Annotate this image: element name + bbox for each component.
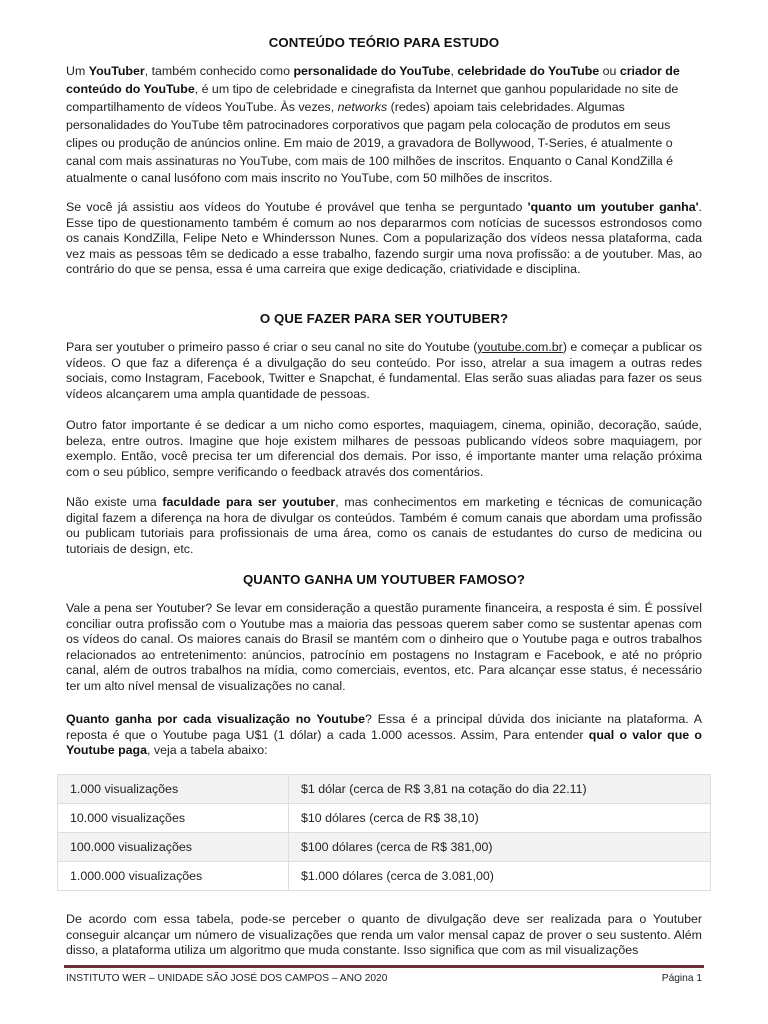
value-cell: $10 dólares (cerca de R$ 38,10) xyxy=(289,804,711,833)
worth-paragraph: Vale a pena ser Youtuber? Se levar em consideração a questão puramente financeira, a resposta é sim. É possível conciliar outra profissão com o Youtube mas a maioria das pessoas querem saber como se sustentar apenas com os vídeos do canal. Os maiores canais do Brasil se mantém com o dinheiro que o Youtube paga e outros trabalhos relacionados ao entretenimento: anúncios, patrocínio em postagens no Instagram e Facebook, e até no próprio canal, além de outros trabalhos na mídia, como comerciais, eventos, etc. Para alcançar esse status, é necessário ter um alto nível mensal de visualizações no canal. xyxy=(66,601,702,693)
footer-institution: INSTITUTO WER – UNIDADE SÃO JOSÉ DOS CAMPOS – ANO 2020 xyxy=(66,973,388,984)
table-row xyxy=(58,804,711,833)
per-view-paragraph: Quanto ganha por cada visualização no Youtube? Essa é a principal dúvida dos iniciante na plataforma. A reposta é que o Youtube paga U$1 (1 dólar) a cada 1.000 acessos. Assim, Para entender qual o valor que o Youtube paga, veja a tabela abaixo: xyxy=(66,712,703,758)
table-row xyxy=(58,775,711,804)
views-cell: 100.000 visualizações xyxy=(58,833,289,862)
views-cell: 1.000.000 visualizações xyxy=(58,862,289,891)
channel-paragraph: Para ser youtuber o primeiro passo é criar o seu canal no site do Youtube (youtube.com.br) e começar a publicar os vídeos. O que faz a diferença é a divulgação do seu conteúdo. Por isso, atrelar a sua imagem a outras redes sociais, como Instagram, Facebook, Twitter e Snapchat, é fundamental. Elas serão suas aliadas para fazer os seus vídeos alcançarem uma ampla quantidade de pessoas. xyxy=(66,340,702,401)
value-cell: $1 dólar (cerca de R$ 3,81 na cotação do dia 22.11) xyxy=(289,775,711,804)
section-heading-how: O QUE FAZER PARA SER YOUTUBER? xyxy=(259,311,509,326)
views-cell: 1.000 visualizações xyxy=(58,775,289,804)
earnings-table xyxy=(57,774,711,891)
value-cell: $100 dólares (cerca de R$ 381,00) xyxy=(289,833,711,862)
faculty-paragraph: Não existe uma faculdade para ser youtuber, mas conhecimentos em marketing e técnicas de comunicação digital fazem a diferença na hora de divulgar os conteúdos. Também é comum canais que abordam uma profissão ou publicam tutoriais para profissionais de uma área, como os canais de estudantes do curso de medicina ou tutoriais de design, etc. xyxy=(66,495,703,556)
views-cell: 10.000 visualizações xyxy=(58,804,289,833)
niche-paragraph: Outro fator importante é se dedicar a um nicho como esportes, maquiagem, cinema, opinião, decoração, saúde, beleza, entre outros. Imagine que hoje existem milhares de pessoas publicando vídeos sobre maquiagem, por exemplo. Então, você precisa ter um diferencial dos demais. Por isso, é importante manter uma relação próxima com o seu público, sempre verificando o feedback através dos comentários. xyxy=(66,418,702,479)
page-number: Página 1 xyxy=(661,973,702,984)
conclusion-paragraph: De acordo com essa tabela, pode-se perceber o quanto de divulgação deve ser realizada para o Youtuber conseguir alcançar um número de visualizações que renda um valor mensal capaz de prover o seu sustento. Além disso, a plataforma utiliza um algoritmo que muda constante. Isso significa que com as mil visualizações xyxy=(66,912,702,958)
question-paragraph: Se você já assistiu aos vídeos do Youtube é provável que tenha se perguntado 'quanto um youtuber ganha'. Esse tipo de questionamento também é comum ao nos depararmos com notícias de sucessos estrondosos como os canais KondZilla, Felipe Neto e Whindersson Nunes. Com a popularização dos vídeos nessa plataforma, cada vez mais as pessoas têm se dedicado a esse trabalho, fazendo surgir uma nova profissão: a de youtuber. Mas, ao contrário do que se pensa, essa é uma carreira que exige dedicação, criatividade e disciplina. xyxy=(66,200,702,277)
value-cell: $1.000 dólares (cerca de 3.081,00) xyxy=(289,862,711,891)
section-heading-earnings: QUANTO GANHA UM YOUTUBER FAMOSO? xyxy=(242,572,526,587)
footer-divider xyxy=(64,965,704,968)
table-row xyxy=(58,862,711,891)
youtube-link[interactable]: youtube.com.br xyxy=(477,340,563,354)
page-title: CONTEÚDO TEÓRIO PARA ESTUDO xyxy=(268,35,500,50)
table-row xyxy=(58,833,711,862)
intro-paragraph: Um YouTuber, também conhecido como personalidade do YouTube, celebridade do YouTube ou criador de conteúdo do YouTube, é um tipo de celebridade e cinegrafista da Internet que ganhou popularidade no site de compartilhamento de vídeos YouTube. Às vezes, networks (redes) apoiam tais celebridades. Algumas personalidades do YouTube têm patrocinadores corporativos que pagam pela colocação de produtos em seus clipes ou produção de anúncios online. Em maio de 2019, a gravadora de Bollywood, T-Series, é atualmente o canal com mais assinaturas no YouTube, com mais de 100 milhões de inscritos. Enquanto o Canal KondZilla é atualmente o canal lusófono com mais inscrito no YouTube, com 50 milhões de inscritos. xyxy=(66,64,680,186)
